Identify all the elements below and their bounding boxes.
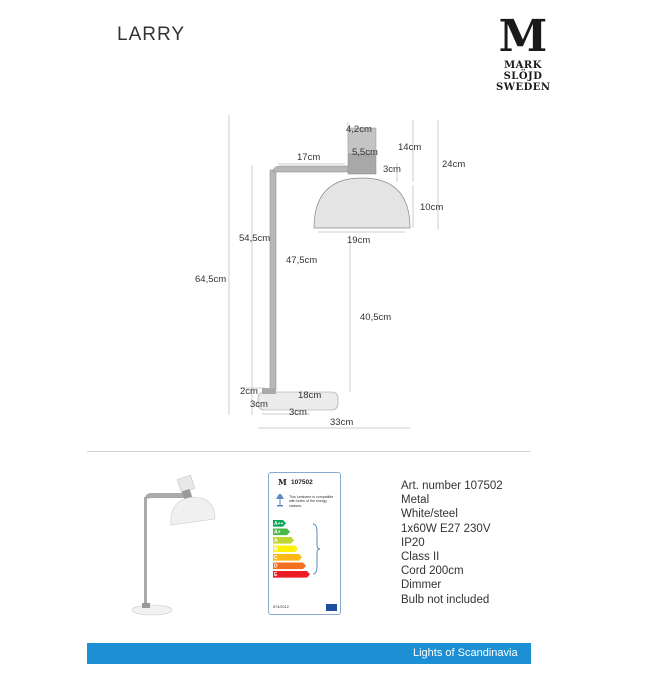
- logo-line-2: SLÖJD: [503, 71, 543, 82]
- dim-head-total: 14cm: [398, 142, 422, 153]
- dim-base-radius: 18cm: [298, 390, 322, 401]
- spec-material: Metal: [401, 494, 430, 507]
- dim-shade-height: 10cm: [420, 202, 444, 213]
- logo-letter: M: [498, 11, 548, 62]
- energy-class-label: D: [274, 563, 278, 570]
- energy-class-label: A++: [274, 521, 284, 528]
- energy-label-logo: M: [278, 477, 287, 487]
- spec-article-number: Art. number 107502: [401, 480, 503, 492]
- spec-cord: Cord 200cm: [401, 565, 464, 578]
- spec-color: White/steel: [401, 508, 458, 521]
- spec-bulb-included: Bulb not included: [401, 593, 490, 606]
- logo-line-3: SWEDEN: [496, 82, 551, 93]
- energy-class-bar: [273, 563, 306, 570]
- dim-stem-outer: 54,5cm: [239, 233, 271, 244]
- dim-joint: 3cm: [383, 164, 401, 175]
- dim-base-inner: 3cm: [289, 407, 307, 418]
- energy-label-regulation: 874/2012: [273, 605, 289, 609]
- dim-shade-total: 24cm: [442, 159, 466, 170]
- dim-base-height: 2cm: [240, 386, 258, 397]
- dim-base-width: 33cm: [330, 417, 354, 428]
- section-divider: [87, 451, 530, 452]
- spec-ip-rating: IP20: [401, 536, 425, 549]
- footer-text: Lights of Scandinavia: [413, 647, 518, 659]
- spec-dimmer: Dimmer: [401, 579, 442, 592]
- dim-bulb-to-base: 40,5cm: [360, 312, 392, 323]
- dim-arm: 17cm: [297, 152, 321, 163]
- eu-flag-icon: [326, 604, 337, 611]
- spec-class: Class II: [401, 551, 440, 564]
- dim-stem-offset: 3cm: [250, 399, 268, 410]
- product-title: LARRY: [117, 24, 186, 45]
- energy-label-article: 107502: [291, 479, 313, 486]
- energy-class-label: C: [274, 555, 278, 562]
- energy-class-label: A+: [274, 529, 281, 536]
- energy-class-label: B: [274, 546, 278, 553]
- energy-class-label: A: [274, 538, 278, 545]
- spec-bulb: 1x60W E27 230V: [401, 522, 491, 535]
- energy-class-label: E: [274, 572, 278, 579]
- dim-head-top: 4,2cm: [346, 124, 372, 135]
- dim-shade-diameter: 19cm: [347, 235, 371, 246]
- energy-label-text: This luminaire is compatible with bulbs of the energy classes:: [289, 495, 334, 508]
- dim-neck: 5,5cm: [352, 147, 378, 158]
- energy-label: [268, 472, 341, 615]
- logo-line-1: MARK: [504, 60, 542, 71]
- spec-list: [401, 479, 503, 607]
- class-range-bracket: [313, 524, 320, 574]
- bulb-icon: [274, 493, 286, 507]
- energy-class-bar: [273, 571, 310, 578]
- footer-bar: [87, 643, 531, 664]
- product-thumbnail: [127, 475, 217, 625]
- dim-stem-inner: 47,5cm: [286, 255, 318, 266]
- energy-class-scale: [273, 520, 337, 586]
- dim-total-height: 64,5cm: [195, 274, 227, 285]
